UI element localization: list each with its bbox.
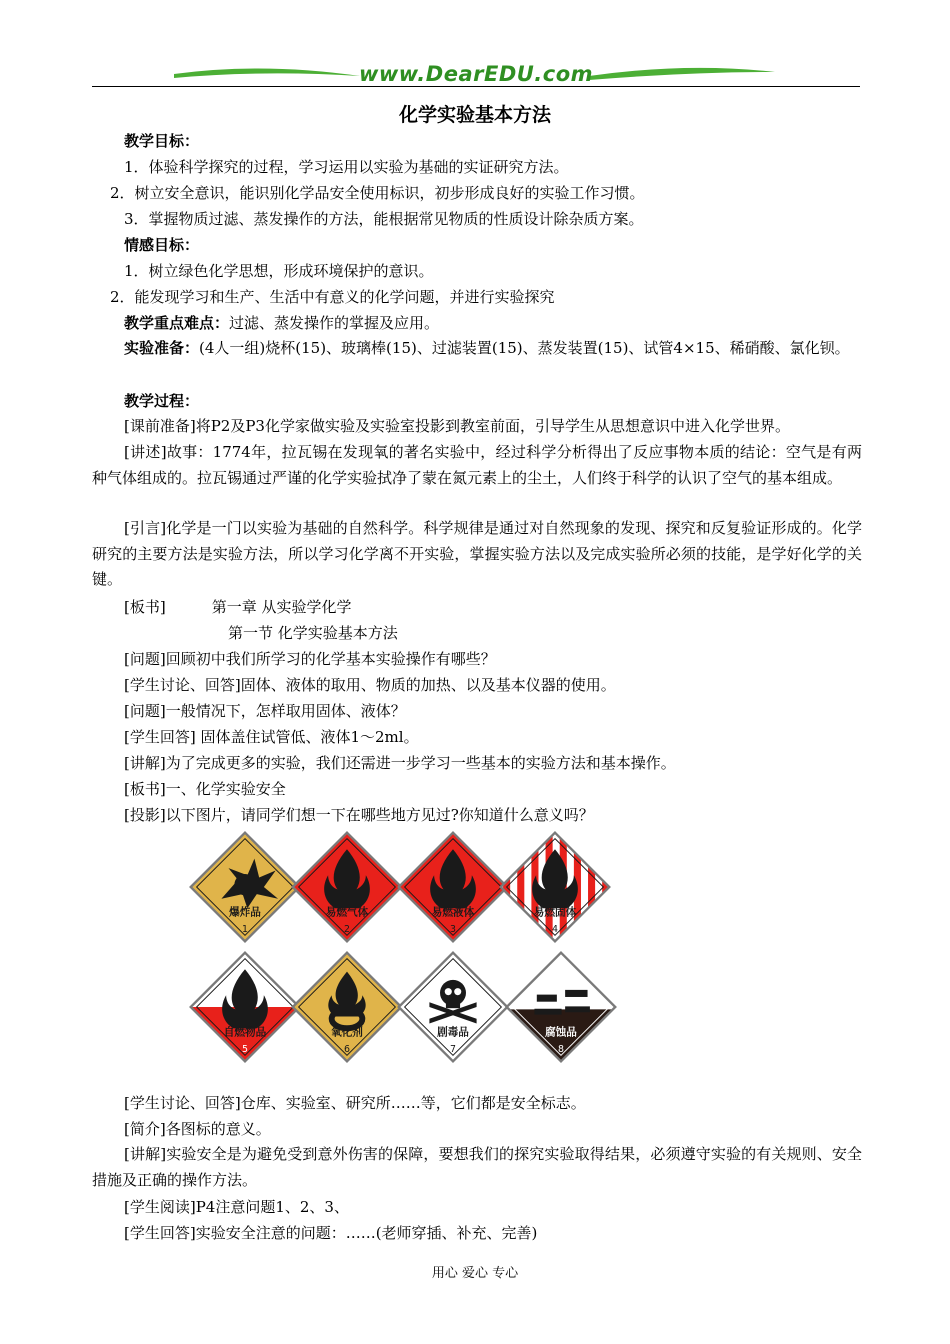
hazard-diamond: [394, 828, 512, 946]
hazard-sign: [288, 948, 406, 1066]
hazard-class-number: 4: [552, 923, 558, 935]
hazard-sign-label: 易燃气体: [325, 905, 369, 919]
chapter-title: 第一章 从实验学化学: [211, 598, 352, 616]
dialogue-line: [投影]以下图片，请同学们想一下在哪些地方见过?你知道什么意义吗？: [124, 806, 594, 824]
hazard-signs-figure: [186, 828, 616, 1072]
hazard-sign-label: 爆炸品: [229, 905, 261, 919]
key-points-label: 教学重点难点：: [124, 314, 230, 332]
hazard-class-number: 6: [344, 1043, 350, 1055]
introduction-line: [简介]各图标的意义。: [124, 1120, 271, 1138]
key-points: [124, 310, 894, 336]
dialogue-line: [学生回答] 固体盖住试管低、液体1～2ml。: [124, 728, 419, 746]
page-title: 化学实验基本方法: [398, 104, 551, 126]
hazard-class-number: 5: [242, 1043, 248, 1055]
explanation-paragraph: [讲解]实验安全是为避免受到意外伤害的保障，要想我们的探究实验取得结果，必须遵守实验的有关规则、安全措施及正确的操作方法。: [92, 1145, 862, 1189]
teaching-goal-item: 3．掌握物质过滤、蒸发操作的方法，能根据常见物质的性质设计除杂质方案。: [124, 210, 644, 228]
hazard-sign: [288, 828, 406, 946]
hazard-diamond: [502, 948, 620, 1066]
hazard-sign: [186, 948, 304, 1066]
paragraph: [引言]化学是一门以实验为基础的自然科学。科学规律是通过对自然现象的发现、探究和反复验证形成的。化学研究的主要方法是实验方法，所以学习化学离不开实验，掌握实验方法以及完成实验所必须的技能，是学好化学的关键。: [92, 519, 862, 588]
student-reading: [学生阅读]P4注意问题1、2、3、: [124, 1198, 349, 1216]
hazard-class-number: 7: [450, 1043, 456, 1055]
teaching-goal-item: 2．树立安全意识，能识别化学品安全使用标识，初步形成良好的实验工作习惯。: [110, 184, 645, 202]
teaching-process-heading: 教学过程：: [124, 392, 200, 410]
discussion-answer: [学生讨论、回答]仓库、实验室、研究所……等，它们都是安全标志。: [124, 1094, 586, 1112]
emotional-goal-item: 2．能发现学习和生产、生活中有意义的化学问题，并进行实验探究: [110, 288, 555, 306]
paragraph: [讲述]故事：1774年，拉瓦锡在发现氧的著名实验中，经过科学分析得出了反应事物本质的结论：空气是有两种气体组成的。拉瓦锡通过严谨的化学实验拭净了蒙在氮元素上的尘土，人们终于科学的认识了空气的基本组成。: [92, 443, 862, 487]
dialogue-line: [问题]回顾初中我们所学习的化学基本实验操作有哪些？: [124, 650, 496, 668]
teaching-goal-item: 1．体验科学探究的过程，学习运用以实验为基础的实证研究方法。: [124, 158, 569, 176]
hazard-sign: [394, 828, 512, 946]
hazard-class-number: 3: [450, 923, 456, 935]
hazard-diamond: [186, 948, 304, 1066]
page-header: [92, 58, 860, 94]
hazard-sign-label: 剧毒品: [437, 1025, 469, 1039]
preparation-text: (4人一组)烧杯(15)、玻璃棒(15)、过滤装置(15)、蒸发装置(15)、试管4×15、稀硝酸、氯化钡。: [199, 339, 850, 357]
preparation-label: 实验准备：: [124, 339, 200, 357]
header-divider: [92, 86, 860, 87]
hazard-class-number: 2: [344, 923, 350, 935]
dialogue-line: [问题]一般情况下，怎样取用固体、液体？: [124, 702, 406, 720]
hazard-sign: [496, 828, 614, 946]
experiment-preparation: [92, 336, 862, 362]
hazard-sign-label: 易燃液体: [431, 905, 475, 919]
hazard-diamond: [288, 948, 406, 1066]
hazard-diamond: [394, 948, 512, 1066]
section-title: 第一节 化学实验基本方法: [228, 624, 398, 642]
teaching-goals-heading: 教学目标：: [124, 132, 200, 150]
hazard-sign-label: 易燃固体: [533, 905, 577, 919]
emotional-goal-item: 1．树立绿色化学思想，形成环境保护的意识。: [124, 262, 434, 280]
hazard-sign: [502, 948, 620, 1066]
hazard-sign-label: 腐蚀品: [545, 1025, 577, 1039]
dialogue-line: [板书]一、化学实验安全: [124, 780, 286, 798]
key-points-text: 过滤、蒸发操作的掌握及应用。: [229, 314, 440, 332]
paragraph: [课前准备]将P2及P3化学家做实验及实验室投影到教室前面，引导学生从思想意识中进入化学世界。: [124, 417, 790, 435]
hazard-sign: [394, 948, 512, 1066]
hazard-sign-label: 自燃物品: [223, 1025, 267, 1039]
hazard-diamond: [186, 828, 304, 946]
board-label: [板书]: [124, 598, 166, 616]
student-answer: [学生回答]实验安全注意的问题：……(老师穿插、补充、完善): [124, 1224, 538, 1242]
dialogue-line: [学生讨论、回答]固体、液体的取用、物质的加热、以及基本仪器的使用。: [124, 676, 616, 694]
hazard-sign-label: 氧化剂: [331, 1025, 363, 1039]
hazard-class-number: 8: [558, 1043, 564, 1055]
hazard-sign: [186, 828, 304, 946]
dialogue-line: [讲解]为了完成更多的实验，我们还需进一步学习一些基本的实验方法和基本操作。: [124, 754, 676, 772]
emotional-goals-heading: 情感目标：: [124, 236, 200, 254]
hazard-diamond: [288, 828, 406, 946]
hazard-diamond: [496, 828, 614, 946]
board-writing-chapter: [124, 594, 894, 620]
site-logo[interactable]: www.DearEDU.com: [358, 62, 594, 86]
hazard-class-number: 1: [242, 923, 248, 935]
page-footer: 用心 爱心 专心: [431, 1266, 519, 1281]
